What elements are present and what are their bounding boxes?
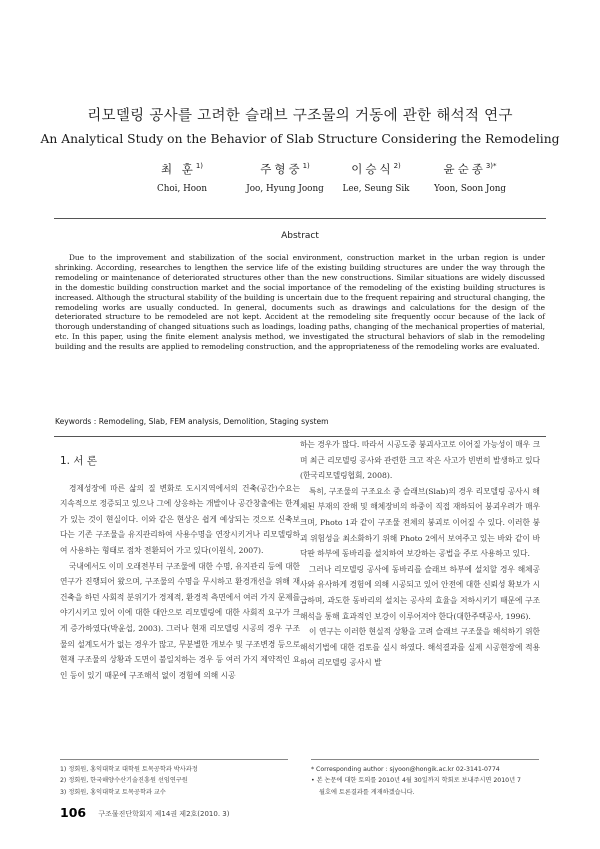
footnote-rule-left [60, 759, 288, 760]
page-number: 106 [60, 805, 87, 820]
author-name-ko: 주형중 [260, 162, 303, 176]
body-paragraph: 이 연구는 이러한 현실적 상황을 고려 슬래브 구조물을 해석하기 위한 해석기법에 대한 검토를 실시 하였다. 해석결과를 실제 시공현장에 적용하여 리모델링 공사시 발 [300, 627, 540, 668]
footnote: 1) 정회원, 홍익대학교 대학원 토목공학과 박사과정 [60, 766, 198, 773]
journal-citation: 구조물진단학회지 제14권 제2호(2010. 3) [98, 810, 230, 818]
footnotes-left [60, 764, 198, 798]
footnote: * Corresponding author : sjyoon@hongik.ac.kr 02-3141-0774 [311, 766, 500, 773]
author-name-ko: 이승식 [351, 162, 394, 176]
author-name-en: Choi, Hoon [156, 184, 208, 194]
author-affiliation-mark: 3)* [485, 162, 497, 171]
section-heading-introduction: 1. 서 론 [60, 455, 97, 467]
footnote: 월호에 토론결과를 게재하겠습니다. [319, 788, 415, 796]
keywords: Keywords : Remodeling, Slab, FEM analysis, Demolition, Staging system [55, 417, 329, 426]
author-affiliation-mark: 2) [393, 162, 401, 171]
page-footer [60, 805, 229, 820]
author-name-en: Lee, Seung Sik [342, 184, 410, 194]
author-4 [405, 161, 535, 194]
footnote-rule-right [311, 759, 539, 760]
abstract-text: Due to the improvement and stabilization of the social environment, construction market in the urban region is under shrinking. According, researches to lengthen the service life of the existing building structures are under the way through the remodeling or maintenance of deteriorated structures other than the new constructions. Similar situations are widely discussed in the domestic building construction market and the social importance of the remodeling of the existing building structures is increased. Although the structural stability of the building is uncertain due to the frequent repairing and structural changing, the remodeling works are usually conducted. In general, documents such as drawings and calculations for the design of the deteriorated structure to be remodeled are not kept. Accident at the remodeling site frequently occur because of the lack of thorough understanding of changed situations such as loadings, loading paths, changing of the mechanical properties of material, etc. In this paper, using the finite element analysis method, we investigated the structural behaviors of slab in the remodeling building and the results are applied to remodeling construction, and the appropriateness of the remodeling works are evaluated. [55, 253, 545, 352]
left-column [60, 452, 300, 683]
body-paragraph: 하는 경우가 많다. 따라서 시공도중 붕괴사고로 이어질 가능성이 매우 크며 최근 리모델링 공사와 관련한 크고 작은 사고가 빈번히 발생하고 있다(한국리모델링협회, 2008). [300, 440, 540, 481]
body-paragraph: 그러나 리모델링 공사에 동바리를 슬래브 하부에 설치할 경우 해체공사와 유사하게 경험에 의해 시공되고 있어 안전에 대한 신뢰성 확보가 시급하며, 과도한 동바리의 설치는 공사의 효율을 저하시키기 때문에 구조해석을 통해 효과적인 보강이 이루어져야 한다(대한주택공사, 1996). [300, 564, 540, 621]
footnote: 2) 정회원, 한국해양수산기술진흥원 선임연구원 [60, 777, 188, 785]
body-paragraph: 경제성장에 따른 삶의 질 변화로 도시지역에서의 건축(공간)수요는 지속적으로 정증되고 있으나 그에 상응하는 개발이나 공간창출에는 한계가 있는 것이 현실이다. 이와 같은 현상은 쉽게 예상되는 것으로 신축보다는 기존 구조물을 유지관리하여 사용수명을 연장시키거나 리모델링하여 사용하는 형태로 점차 전환되어 가고 있다(이원식, 2007). [60, 483, 300, 555]
abstract-heading: Abstract [281, 231, 319, 241]
abstract-top-rule [54, 218, 546, 219]
author-affiliation-mark: 1) [195, 162, 204, 171]
author-affiliation-mark: 1) [302, 162, 310, 171]
right-column [300, 437, 540, 671]
title-english: An Analytical Study on the Behavior of Slab Structure Considering the Remodeling [40, 132, 560, 146]
footnotes-right [311, 764, 521, 798]
author-name-ko: 최 훈 [160, 162, 196, 176]
title-korean: 리모델링 공사를 고려한 슬래브 구조물의 거동에 관한 해석적 연구 [87, 108, 513, 124]
author-name-en: Yoon, Soon Jong [433, 184, 507, 194]
footnote: • 본 논문에 대한 토의를 2010년 4월 30일까지 학회로 보내주시면 2010년 7 [311, 777, 521, 785]
author-name-ko: 윤순종 [443, 162, 486, 176]
footnote: 3) 정회원, 홍익대학교 토목공학과 교수 [60, 788, 166, 796]
author-name-en: Joo, Hyung Joong [246, 184, 324, 194]
body-paragraph: 국내에서도 이미 오래전부터 구조물에 대한 수명, 유지관리 등에 대한 연구가 진행되어 왔으며, 구조물의 수명을 무시하고 환경개선을 위해 재건축을 하던 사회적 분위기가 경제적, 환경적 측면에서 여러 가지 문제를 야기시키고 있어 이에 대한 대안으로 리모델링에 대한 사회적 요구가 크게 증가하였다(박윤섭, 2003). 그러나 현재 리모델링 시공의 경우 구조물의 설계도서가 없는 경우가 많고, 무분별한 개보수 및 구조변경 등으로 현재 구조물의 상황과 도면이 불일치하는 경우 등 여러 가지 제약적인 요인 등이 있기 때문에 구조해석 없이 경험에 의해 시공 [60, 561, 300, 680]
body-paragraph: 특히, 구조물의 구조요소 중 슬래브(Slab)의 경우 리모델링 공사시 해체된 부재의 잔해 및 해체장비의 하중이 직접 재하되어 붕괴우려가 매우 크며, Photo 1과 같이 구조물 전체의 붕괴로 이어질 수 있다. 이러한 붕괴 위험성을 최소화하기 위해 Photo 2에서 보여주고 있는 바와 같이 바닥판 하부에 동바리를 설치하여 보강하는 공법을 주로 사용하고 있다. [300, 486, 540, 559]
